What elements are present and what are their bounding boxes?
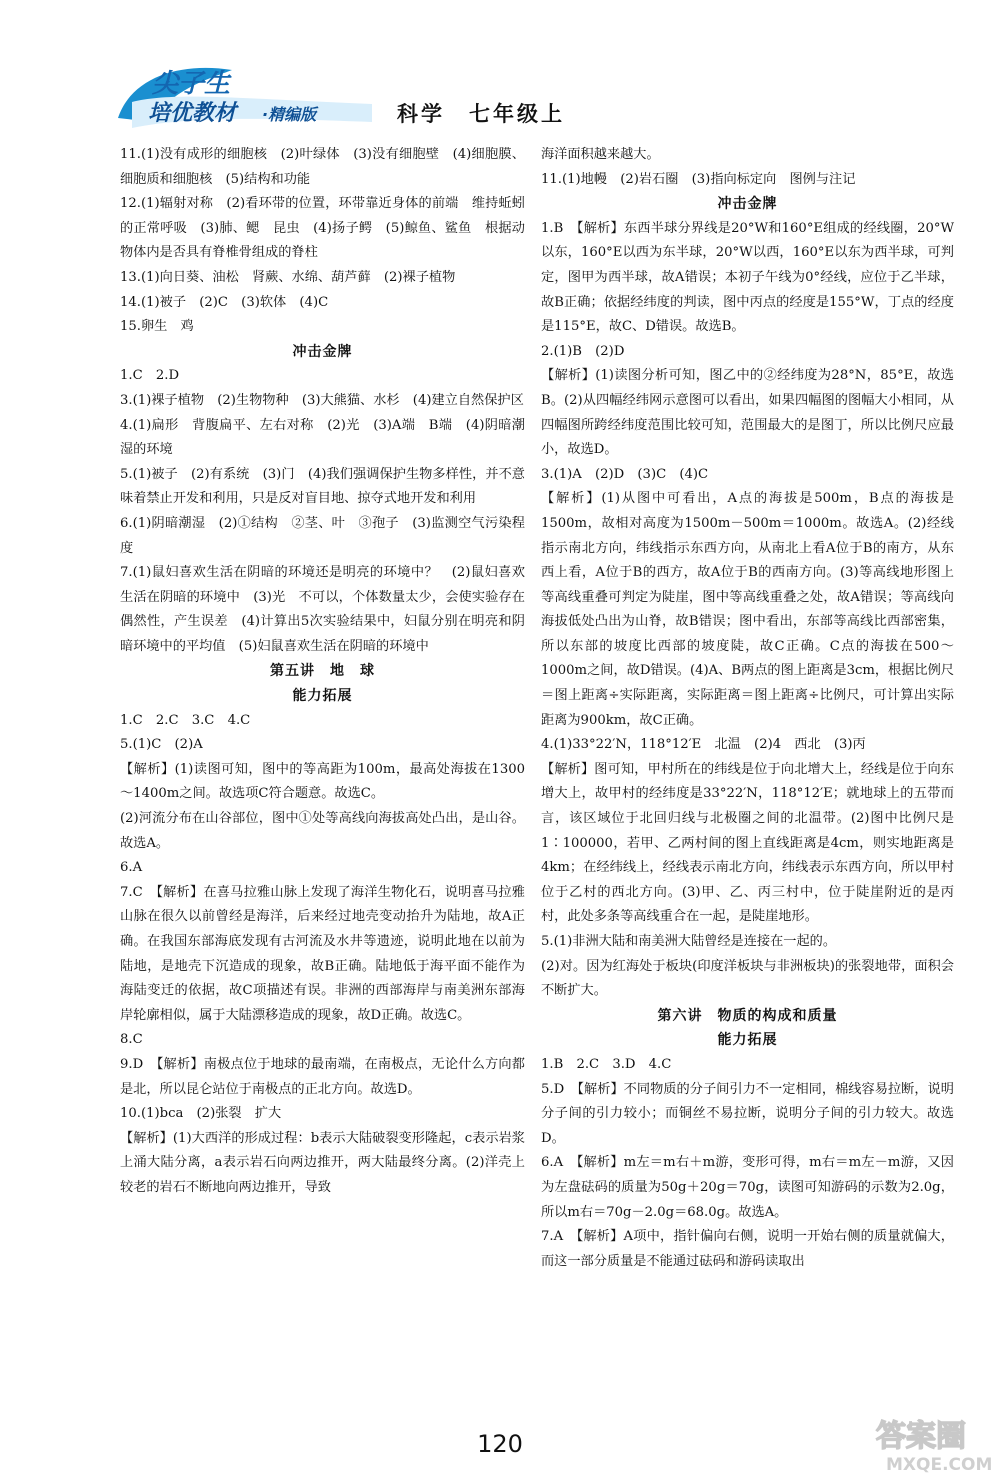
answer-paragraph: 4.(1)扁形 背腹扁平、左右对称 (2)光 (3)A端 B端 (4)阴暗潮湿的环境 [120,417,525,458]
section-heading: 第六讲 物质的构成和质量 [657,1007,838,1024]
answer-paragraph: 【解析】(1)读图可知，图中的等高距为100m，最高处海拔在1300～1400m之间。故选项C符合题意。故选C。 [120,761,525,802]
answer-paragraph: 14.(1)被子 (2)C (3)软体 (4)C [120,294,329,310]
answer-paragraph: 1.C 2.C 3.C 4.C [120,712,251,728]
answer-paragraph: 8.C [120,1032,143,1048]
answer-paragraph: 5.D 【解析】不同物质的分子间引力不一定相同，棉线容易拉断，说明分子间的引力较小；而铜丝不易拉断，说明分子间的引力较大。故选D。 [541,1081,954,1146]
answer-paragraph: 11.(1)没有成形的细胞核 (2)叶绿体 (3)没有细胞壁 (4)细胞膜、细胞质和细胞核 (5)结构和功能 [120,147,525,187]
answer-paragraph: 5.(1)被子 (2)有系统 (3)门 (4)我们强调保护生物多样性，并不意味着禁止开发和利用，只是反对盲目地、掠夺式地开发和利用 [120,466,525,507]
answer-paragraph: 2.(1)B (2)D [541,343,625,359]
section-heading: 能力拓展 [717,1032,778,1049]
answer-paragraph: 6.(1)阴暗潮湿 (2)①结构 ②茎、叶 ③孢子 (3)监测空气污染程度 [120,515,525,556]
answer-paragraph: 6.A [120,860,143,876]
svg-text:尖子生: 尖子生 [152,69,231,99]
subject-grade: 科学 七年级上 [397,102,565,126]
page-number: 120 [477,1430,523,1458]
book-header [112,58,672,136]
answer-paragraph: 7.C 【解析】在喜马拉雅山脉上发现了海洋生物化石，说明喜马拉雅山脉在很久以前曾经是海洋，后来经过地壳变动抬升为陆地，故A正确。在我国东部海底发现有古河流及水井等遗迹，说明此地在以前为陆地，是地壳下沉造成的现象，故B正确。陆地低于海平面不能作为海陆变迁的依据，故C项描述有误。非洲的西部海岸与南美洲东部海岸轮廓相似，属于大陆漂移造成的现象，故D正确。故选C。 [120,884,525,1023]
answer-paragraph: 12.(1)辐射对称 (2)看环带的位置，环带靠近身体的前端 维持蚯蚓的正常呼吸 (3)肺、鳃 昆虫 (4)扬子鳄 (5)鲸鱼、鲨鱼 根据动物体内是否具有脊椎骨组成的脊柱 [120,196,525,261]
svg-text:MXQE.COM: MXQE.COM [886,1455,992,1475]
answer-paragraph: 【解析】(1)从图中可看出，A点的海拔是500m，B点的海拔是1500m，故相对高度为1500m－500m＝1000m。故选A。(2)经线指示南北方向，纬线指示东西方向，从南北上看A位于B的南方，从东西上看，A位于B的西方，故A位于B的西南方向。(3)等高线地形图上等高线重叠可判定为陡崖，图中等高线重叠之处，故A错误；等高线向海拔低处凸出为山脊，故B错误；图中看出，东部等高线比西部密集，所以东部的坡度比西部的坡度陡，故C正确。C点的海拔在500～1000m之间，故D错误。(4)A、B两点的图上距离是3cm，根据比例尺＝图上距离÷实际距离，实际距离＝图上距离÷比例尺，可计算出实际距离为900km，故C正确。 [541,491,954,728]
book-logo [112,58,382,136]
answer-paragraph: 5.(1)C (2)A [120,737,203,753]
right-column [541,143,954,1274]
answer-paragraph: (2)河流分布在山谷部位，图中①处等高线向海拔高处凸出，是山谷。故选A。 [120,811,525,851]
svg-text:培优教材: 培优教材 [148,101,237,126]
answer-paragraph: 4.(1)33°22′N，118°12′E 北温 (2)4 西北 (3)丙 [541,737,866,753]
answer-paragraph: 3.(1)A (2)D (3)C (4)C [541,466,709,482]
answer-paragraph: 7.A 【解析】A项中，指针偏向右侧，说明一开始右侧的质量就偏大，而这一部分质量是不能通过砝码和游码读取出 [541,1229,954,1269]
answer-paragraph: 【解析】(1)大西洋的形成过程：b表示大陆破裂变形隆起，c表示岩浆上涌大陆分离，a表示岩石向两边推开，两大陆最终分离。(2)洋壳上较老的岩石不断地向两边推开，导致 [120,1130,525,1195]
section-heading: 冲击金牌 [292,343,353,360]
answer-paragraph: 【解析】图可知，甲村所在的纬线是位于向北增大上，经线是位于向东增大上，故甲村的经纬度是33°22′N，118°12′E；就地球上的五带而言，该区域位于北回归线与北极圈之间的北温带。(2)图中比例尺是1∶100000，若甲、乙两村间的图上直线距离是4cm，则实地距离是4km；在经纬线上，经线表示南北方向，纬线表示东西方向，所以甲村位于乙村的西北方向。(3)甲、乙、丙三村中，位于陡崖附近的是丙村，此处多条等高线重合在一起，是陡崖地形。 [541,761,954,925]
answer-paragraph: 【解析】(1)读图分析可知，图乙中的②经纬度为28°N，85°E，故选B。(2)从四幅经纬网示意图可以看出，如果四幅图的图幅大小相同，从四幅图所跨经纬度范围比较可知，范围最大的是图丁，所以比例尺应最小，故选D。 [541,368,954,458]
section-heading: 能力拓展 [292,688,353,705]
answer-paragraph: 5.(1)非洲大陆和南美洲大陆曾经是连接在一起的。 [541,934,837,949]
answer-paragraph: 6.A 【解析】m左＝m右＋m游，变形可得，m右＝m左－m游，又因为左盘砝码的质量为50g＋20g＝70g，读图可知游码的示数为2.0g，所以m右＝70g－2.0g＝68.0g。故选A。 [541,1155,954,1220]
left-column [120,143,525,1201]
answer-paragraph: 7.(1)鼠妇喜欢生活在阴暗的环境还是明亮的环境中？ (2)鼠妇喜欢生活在阴暗的环境中 (3)光 不可以，个体数量太少，会使实验存在偶然性，产生误差 (4)计算出5次实验结果中，妇鼠分别在明亮和阴暗环境中的平均值 (5)妇鼠喜欢生活在阴暗的环境中 [120,565,525,654]
svg-text:·精编版: ·精编版 [262,105,317,124]
answer-paragraph: 13.(1)向日葵、油松 肾蕨、水绵、葫芦藓 (2)裸子植物 [120,269,456,285]
answer-paragraph: 1.B 2.C 3.D 4.C [541,1056,672,1072]
section-heading: 第五讲 地 球 [270,663,375,680]
answer-paragraph: 海洋面积越来越大。 [541,147,660,162]
answer-paragraph: 15.卵生 鸡 [120,319,194,335]
answer-paragraph: 3.(1)裸子植物 (2)生物物种 (3)大熊猫、水杉 (4)建立自然保护区 [120,392,524,408]
answer-paragraph: 10.(1)bca (2)张裂 扩大 [120,1106,282,1122]
watermark-logo [872,1412,992,1478]
answer-paragraph: 11.(1)地幔 (2)岩石圈 (3)指向标定向 图例与注记 [541,171,856,187]
answer-paragraph: 1.C 2.D [120,368,180,384]
section-heading: 冲击金牌 [717,196,778,213]
answer-paragraph: (2)对。因为红海处于板块(印度洋板块与非洲板块)的张裂地带，面积会不断扩大。 [541,958,954,999]
svg-text:答案圈: 答案圈 [876,1419,966,1454]
answer-paragraph: 9.D 【解析】南极点位于地球的最南端，在南极点，无论什么方向都是北，所以昆仑站位于南极点的正北方向。故选D。 [120,1056,525,1097]
answer-paragraph: 1.B 【解析】东西半球分界线是20°W和160°E组成的经线圈，20°W以东，160°E以西为东半球，20°W以西，160°E以东为西半球，可判定，图甲为西半球，故A错误；本初子午线为0°经线，应位于乙半球，故B正确；依据经纬度的判读，图中丙点的经度是155°W，丁点的经度是115°E，故C、D错误。故选B。 [541,220,954,335]
